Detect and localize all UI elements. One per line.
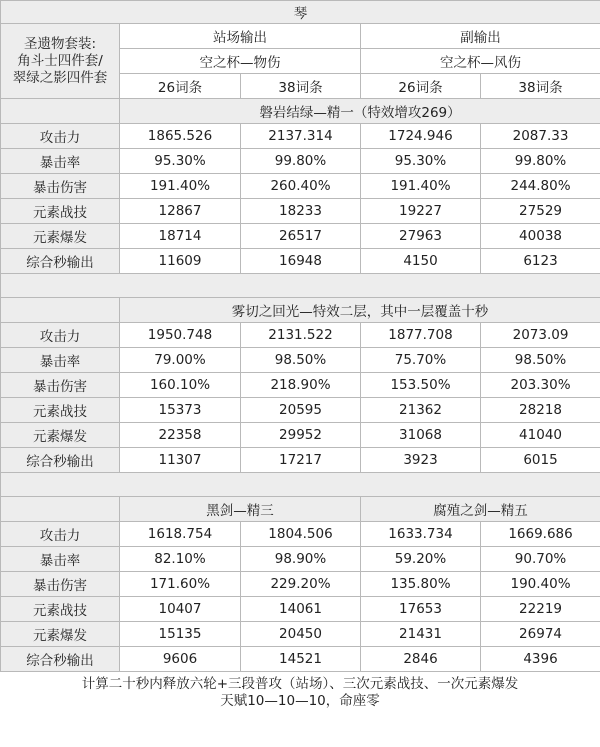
- substat-header: 38词条: [481, 74, 600, 99]
- table-cell: 26517: [241, 224, 361, 249]
- section-gap: [1, 274, 600, 298]
- table-row: [1, 199, 600, 224]
- table-cell: 40038: [481, 224, 600, 249]
- table-cell: 1669.686: [481, 522, 600, 547]
- table-cell: 82.10%: [120, 547, 241, 572]
- table-cell: 20450: [241, 622, 361, 647]
- table-cell: 2073.09: [481, 323, 600, 348]
- table-cell: 22358: [120, 423, 241, 448]
- table-cell: 15135: [120, 622, 241, 647]
- goblet-physical: 空之杯—物伤: [120, 49, 361, 74]
- table-cell: 95.30%: [120, 149, 241, 174]
- table-cell: 2131.522: [241, 323, 361, 348]
- table-cell: 99.80%: [241, 149, 361, 174]
- table-cell: 79.00%: [120, 348, 241, 373]
- substat-header: 26词条: [361, 74, 481, 99]
- row-label: 综合秒输出: [1, 647, 120, 672]
- table-cell: 99.80%: [481, 149, 600, 174]
- table-cell: 28218: [481, 398, 600, 423]
- row-label: 元素爆发: [1, 622, 120, 647]
- table-row: [1, 423, 600, 448]
- row-label: 综合秒输出: [1, 448, 120, 473]
- row-label: 攻击力: [1, 323, 120, 348]
- weapon-header-blank: [1, 497, 120, 522]
- table-row: [1, 348, 600, 373]
- role-onfield: 站场输出: [120, 24, 361, 49]
- table-cell: 2846: [361, 647, 481, 672]
- table-cell: 1633.734: [361, 522, 481, 547]
- substat-header: 26词条: [120, 74, 241, 99]
- table-cell: 171.60%: [120, 572, 241, 597]
- role-subdps: 副输出: [361, 24, 600, 49]
- footer-line-2: 天赋10—10—10，命座零: [220, 693, 380, 709]
- table-cell: 59.20%: [361, 547, 481, 572]
- table-cell: 75.70%: [361, 348, 481, 373]
- footer-note: [0, 676, 600, 710]
- table-cell: 4396: [481, 647, 600, 672]
- row-label: 攻击力: [1, 522, 120, 547]
- role-row: [1, 24, 600, 49]
- table-cell: 98.50%: [241, 348, 361, 373]
- footer-line-1: 计算二十秒内释放六轮+三段普攻（站场）、三次元素战技、一次元素爆发: [81, 676, 519, 692]
- section-gap-cell: [1, 473, 600, 497]
- table-cell: 2137.314: [241, 124, 361, 149]
- table-cell: 1865.526: [120, 124, 241, 149]
- table-cell: 98.50%: [481, 348, 600, 373]
- row-label: 暴击伤害: [1, 572, 120, 597]
- table-row: [1, 398, 600, 423]
- table-row: [1, 572, 600, 597]
- table-cell: 98.90%: [241, 547, 361, 572]
- table-cell: 9606: [120, 647, 241, 672]
- table-cell: 260.40%: [241, 174, 361, 199]
- table-cell: 218.90%: [241, 373, 361, 398]
- table-cell: 16948: [241, 249, 361, 274]
- artifact-set-label: 圣遗物套装: 角斗士四件套/ 翠绿之影四件套: [1, 24, 120, 99]
- table-cell: 2087.33: [481, 124, 600, 149]
- row-label: 暴击伤害: [1, 373, 120, 398]
- row-label: 暴击率: [1, 149, 120, 174]
- table-cell: 27963: [361, 224, 481, 249]
- table-cell: 191.40%: [120, 174, 241, 199]
- table-cell: 17653: [361, 597, 481, 622]
- table-cell: 244.80%: [481, 174, 600, 199]
- table-row: [1, 448, 600, 473]
- weapon-name: 黑剑—精三: [120, 497, 361, 522]
- row-label: 攻击力: [1, 124, 120, 149]
- table-cell: 12867: [120, 199, 241, 224]
- table-cell: 18233: [241, 199, 361, 224]
- table-cell: 14521: [241, 647, 361, 672]
- table-cell: 135.80%: [361, 572, 481, 597]
- title-row: [1, 1, 600, 24]
- table-row: [1, 622, 600, 647]
- row-label: 元素战技: [1, 597, 120, 622]
- table-cell: 1950.748: [120, 323, 241, 348]
- row-label: 综合秒输出: [1, 249, 120, 274]
- table-cell: 1804.506: [241, 522, 361, 547]
- table-row: [1, 174, 600, 199]
- table-cell: 11609: [120, 249, 241, 274]
- row-label: 暴击伤害: [1, 174, 120, 199]
- substat-header: 38词条: [241, 74, 361, 99]
- row-label: 元素爆发: [1, 224, 120, 249]
- table-cell: 11307: [120, 448, 241, 473]
- weapon-name: 雾切之回光—特效二层，其中一层覆盖十秒: [120, 298, 600, 323]
- row-label: 暴击率: [1, 547, 120, 572]
- table-cell: 4150: [361, 249, 481, 274]
- table-row: [1, 249, 600, 274]
- table-row: [1, 522, 600, 547]
- table-row: [1, 647, 600, 672]
- table-cell: 31068: [361, 423, 481, 448]
- weapon-header-row: [1, 99, 600, 124]
- table-cell: 41040: [481, 423, 600, 448]
- table-cell: 160.10%: [120, 373, 241, 398]
- table-cell: 20595: [241, 398, 361, 423]
- row-label: 元素战技: [1, 398, 120, 423]
- table-cell: 17217: [241, 448, 361, 473]
- weapon-header-row: [1, 497, 600, 522]
- weapon-header-blank: [1, 99, 120, 124]
- page-title: 琴: [1, 1, 600, 24]
- table-cell: 6123: [481, 249, 600, 274]
- table-cell: 14061: [241, 597, 361, 622]
- row-label: 元素爆发: [1, 423, 120, 448]
- table-cell: 1724.946: [361, 124, 481, 149]
- weapon-header-row: [1, 298, 600, 323]
- section-gap-cell: [1, 274, 600, 298]
- section-gap: [1, 473, 600, 497]
- weapon-name: 腐殖之剑—精五: [361, 497, 600, 522]
- row-label: 元素战技: [1, 199, 120, 224]
- table-cell: 29952: [241, 423, 361, 448]
- weapon-header-blank: [1, 298, 120, 323]
- row-label: 暴击率: [1, 348, 120, 373]
- table-cell: 1618.754: [120, 522, 241, 547]
- table-cell: 19227: [361, 199, 481, 224]
- table-cell: 22219: [481, 597, 600, 622]
- table-row: [1, 547, 600, 572]
- table-cell: 21431: [361, 622, 481, 647]
- table-row: [1, 149, 600, 174]
- table-row: [1, 597, 600, 622]
- table-row: [1, 124, 600, 149]
- table-cell: 229.20%: [241, 572, 361, 597]
- table-cell: 10407: [120, 597, 241, 622]
- table-cell: 191.40%: [361, 174, 481, 199]
- table-cell: 1877.708: [361, 323, 481, 348]
- table-cell: 6015: [481, 448, 600, 473]
- table-cell: 18714: [120, 224, 241, 249]
- table-cell: 90.70%: [481, 547, 600, 572]
- table-cell: 3923: [361, 448, 481, 473]
- goblet-anemo: 空之杯—风伤: [361, 49, 600, 74]
- table-cell: 95.30%: [361, 149, 481, 174]
- table-row: [1, 224, 600, 249]
- table-cell: 21362: [361, 398, 481, 423]
- table-row: [1, 323, 600, 348]
- table-cell: 190.40%: [481, 572, 600, 597]
- table-cell: 153.50%: [361, 373, 481, 398]
- table-cell: 27529: [481, 199, 600, 224]
- table-cell: 203.30%: [481, 373, 600, 398]
- weapon-name: 磐岩结绿—精一（特效增攻269）: [120, 99, 600, 124]
- table-row: [1, 373, 600, 398]
- table-cell: 26974: [481, 622, 600, 647]
- table-cell: 15373: [120, 398, 241, 423]
